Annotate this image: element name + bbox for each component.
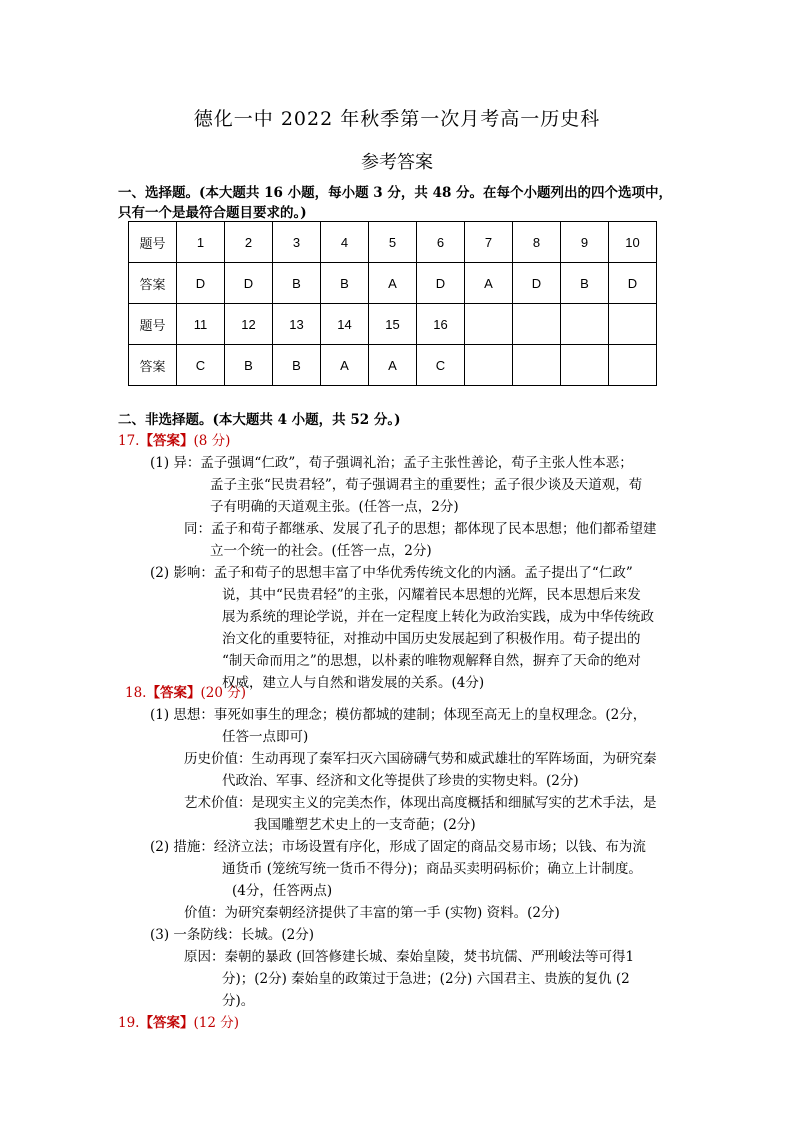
answer-line: 权威，建立人与自然和谐发展的关系。(4分) [222,675,485,691]
answer-line: 展为系统的理论学说，并在一定程度上转化为政治实践，成为中华传统政 [222,609,654,625]
table-cell: 7 [465,222,513,263]
answer-line: 我国雕塑艺术史上的一支奇葩；(2分) [254,817,476,833]
table-cell: B [321,263,369,304]
table-cell [465,304,513,345]
table-cell: B [561,263,609,304]
answer-line: (2) 措施：经济立法；市场设置有序化，形成了固定的商品交易市场；以钱、布为流 [150,839,646,855]
table-cell [561,304,609,345]
question-17-header [118,431,230,453]
table-cell: 10 [609,222,657,263]
table-row [129,304,657,345]
answer-line: 任答一点即可) [222,729,309,745]
table-cell: 15 [369,304,417,345]
answer-line: 立一个统一的社会。(任答一点，2分) [210,543,432,559]
answer-line: (1) 思想：事死如事生的理念；模仿都城的建制；体现至高无上的皇权理念。(2分， [150,707,647,723]
question-score: (20 分) [200,685,246,701]
question-18-header [125,683,246,705]
table-cell: 2 [225,222,273,263]
row-label: 题号 [129,222,177,263]
table-cell: 3 [273,222,321,263]
question-number: 19. [118,1015,140,1031]
row-label: 题号 [129,304,177,345]
answer-line: 治文化的重要特征，对推动中国历史发展起到了积极作用。荀子提出的 [222,631,641,647]
table-cell: A [465,263,513,304]
answer-line: 艺术价值：是现实主义的完美杰作，体现出高度概括和细腻写实的艺术手法，是 [184,795,657,811]
table-cell: B [273,345,321,386]
part1-heading-line1: 一、选择题。(本大题共 16 小题，每小题 3 分，共 48 分。在每个小题列出的四个选项中， [118,185,673,201]
table-cell: A [369,263,417,304]
question-number: 17. [118,433,140,449]
table-cell: 12 [225,304,273,345]
table-cell: 4 [321,222,369,263]
answer-tag: 【答案】 [146,685,201,701]
table-cell: C [417,345,465,386]
table-cell [465,345,513,386]
answer-line: 价值：为研究秦朝经济提供了丰富的第一手 (实物) 资料。(2分) [184,905,560,921]
question-19-header [118,1013,239,1035]
question-number: 18. [125,685,147,701]
table-cell: A [321,345,369,386]
table-cell: D [513,263,561,304]
table-cell: 9 [561,222,609,263]
table-cell: 8 [513,222,561,263]
table-row [129,222,657,263]
table-cell: C [177,345,225,386]
answer-line: 通货币 (笼统写统一货币不得分)；商品买卖明码标价；确立上计制度。 [222,861,642,877]
answer-line: 说，其中“民贵君轻”的主张，闪耀着民本思想的光辉，民本思想后来发 [222,587,641,603]
table-cell: 16 [417,304,465,345]
answer-line: (2) 影响：孟子和荀子的思想丰富了中华优秀传统文化的内涵。孟子提出了“仁政” [150,565,633,581]
table-cell: 14 [321,304,369,345]
table-cell: 6 [417,222,465,263]
table-cell [609,345,657,386]
answer-line: “制天命而用之”的思想，以朴素的唯物观解释自然，摒弃了天命的绝对 [222,653,641,669]
part1-heading-line2: 只有一个是最符合题目要求的。) [118,205,307,221]
answer-line: (4分，任答两点) [232,883,333,899]
page-subtitle: 参考答案 [361,152,433,173]
answer-line: 分)。 [222,993,255,1009]
answer-tag: 【答案】 [139,433,194,449]
answer-line: (3) 一条防线：长城。(2分) [150,927,315,943]
answer-line: 原因：秦朝的暴政 (回答修建长城、秦始皇陵，焚书坑儒、严刑峻法等可得1 [184,949,635,965]
row-label: 答案 [129,345,177,386]
answer-line: 同：孟子和荀子都继承、发展了孔子的思想；都体现了民本思想；他们都希望建 [184,521,657,537]
table-cell: B [273,263,321,304]
table-cell: 5 [369,222,417,263]
table-cell: 11 [177,304,225,345]
page-title: 德化一中 2022 年秋季第一次月考高一历史科 [193,108,601,130]
table-cell: A [369,345,417,386]
table-cell [609,304,657,345]
table-cell [513,304,561,345]
table-cell: 13 [273,304,321,345]
answer-line: 子有明确的天道观主张。(任答一点，2分) [210,499,459,515]
answer-tag: 【答案】 [139,1015,194,1031]
table-cell: D [609,263,657,304]
question-score: (12 分) [193,1015,239,1031]
row-label: 答案 [129,263,177,304]
table-cell: 1 [177,222,225,263]
answer-line: 代政治、军事、经济和文化等提供了珍贵的实物史料。(2分) [222,773,579,789]
table-row [129,263,657,304]
table-cell [561,345,609,386]
table-row [129,345,657,386]
answer-line: 历史价值：生动再现了秦军扫灭六国磅礴气势和威武雄壮的军阵场面，为研究秦 [184,751,657,767]
table-cell: D [225,263,273,304]
table-cell: D [177,263,225,304]
answer-line: (1) 异：孟子强调“仁政”，荀子强调礼治；孟子主张性善论，荀子主张人性本恶； [150,455,633,471]
table-cell: B [225,345,273,386]
table-cell: D [417,263,465,304]
question-score: (8 分) [193,433,231,449]
answer-line: 孟子主张“民贵君轻”，荀子强调君主的重要性；孟子很少谈及天道观，荀 [210,477,643,493]
table-cell [513,345,561,386]
answer-line: 分)；(2分) 秦始皇的政策过于急进；(2分) 六国君主、贵族的复仇 (2 [222,971,630,987]
part2-heading: 二、非选择题。(本大题共 4 小题，共 52 分。) [118,412,401,428]
answer-table [128,221,657,386]
